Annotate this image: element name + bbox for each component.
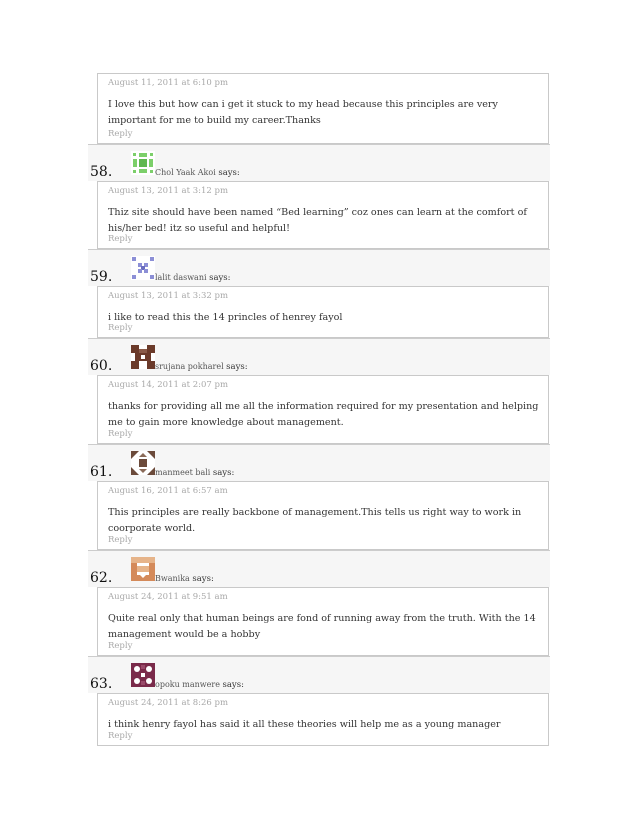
comment-body — [97, 73, 549, 144]
reply-link[interactable]: Reply — [108, 323, 133, 333]
comment-header — [88, 249, 550, 286]
comment-header — [88, 338, 550, 375]
comment-header — [88, 444, 550, 481]
comment-text: i like to read this the 14 princles of henrey fayol — [108, 312, 343, 323]
reply-link[interactable]: Reply — [108, 731, 133, 741]
comment-author-link[interactable]: opoku manwere — [155, 680, 220, 689]
comment-date-link[interactable]: August 16, 2011 at 6:57 am — [108, 486, 228, 496]
reply-link[interactable]: Reply — [108, 129, 133, 139]
reply-link[interactable]: Reply — [108, 234, 133, 244]
comment-number: 63. — [90, 676, 113, 692]
comment-body — [97, 181, 549, 249]
says-label: says: — [212, 468, 235, 478]
comment-date-link[interactable]: August 13, 2011 at 3:32 pm — [108, 291, 229, 301]
avatar-icon — [131, 451, 155, 475]
comment-body — [97, 693, 549, 746]
comment-number: 58. — [90, 164, 113, 180]
comment-text: thanks for providing all me all the information required for my presentation and helping me to gain more knowledge about management. — [108, 401, 539, 428]
comment-text: This principles are really backbone of management.This tells us right way to work in coorporate world. — [108, 507, 522, 534]
comment-text: Thiz site should have been named “Bed learning” coz ones can learn at the comfort of his/her bed! itz so useful and helpful! — [108, 207, 527, 234]
avatar-icon — [131, 256, 155, 280]
comment-number: 62. — [90, 570, 113, 586]
reply-link[interactable]: Reply — [108, 429, 133, 439]
reply-link[interactable]: Reply — [108, 641, 133, 651]
comment-number: 61. — [90, 464, 113, 480]
says-label: says: — [222, 680, 244, 690]
comment-body — [97, 587, 549, 656]
comment-header — [88, 550, 550, 587]
comment-text: Quite real only that human beings are fond of running away from the truth. With the 14 management would be a hobby — [108, 613, 536, 640]
comment-text: I love this but how can i get it stuck to my head because this principles are very important for me to build my career.Thanks — [108, 99, 498, 126]
comment-number: 59. — [90, 269, 113, 285]
says-label: says: — [192, 574, 214, 584]
comment-author-link[interactable]: Chol Yaak Akoi — [155, 168, 216, 177]
comment-author-link[interactable]: manmeet bali — [155, 468, 211, 477]
comment-author-link[interactable]: srujana pokharel — [155, 362, 224, 371]
comment-body — [97, 481, 549, 550]
comment-body — [97, 286, 549, 338]
comment-header — [88, 656, 550, 693]
says-label: says: — [218, 168, 240, 178]
comment-date-link[interactable]: August 11, 2011 at 6:10 pm — [108, 78, 229, 88]
comment-header — [88, 144, 550, 181]
says-label: says: — [226, 362, 248, 372]
avatar-icon — [131, 345, 155, 369]
comment-date-link[interactable]: August 14, 2011 at 2:07 pm — [108, 380, 229, 390]
reply-link[interactable]: Reply — [108, 535, 133, 545]
comment-body — [97, 375, 549, 444]
avatar-icon — [131, 663, 155, 687]
avatar-icon — [131, 557, 155, 581]
comment-author-link[interactable]: lalit daswani — [155, 273, 207, 282]
comment-number: 60. — [90, 358, 113, 374]
avatar-icon — [131, 151, 155, 175]
says-label: says: — [209, 273, 231, 283]
comment-date-link[interactable]: August 24, 2011 at 8:26 pm — [108, 698, 229, 708]
comment-text: i think henry fayol has said it all these theories will help me as a young manager — [108, 719, 501, 730]
comment-date-link[interactable]: August 24, 2011 at 9:51 am — [108, 592, 228, 602]
comment-date-link[interactable]: August 13, 2011 at 3:12 pm — [108, 186, 229, 196]
comment-author-link[interactable]: Bwanika — [155, 574, 190, 583]
